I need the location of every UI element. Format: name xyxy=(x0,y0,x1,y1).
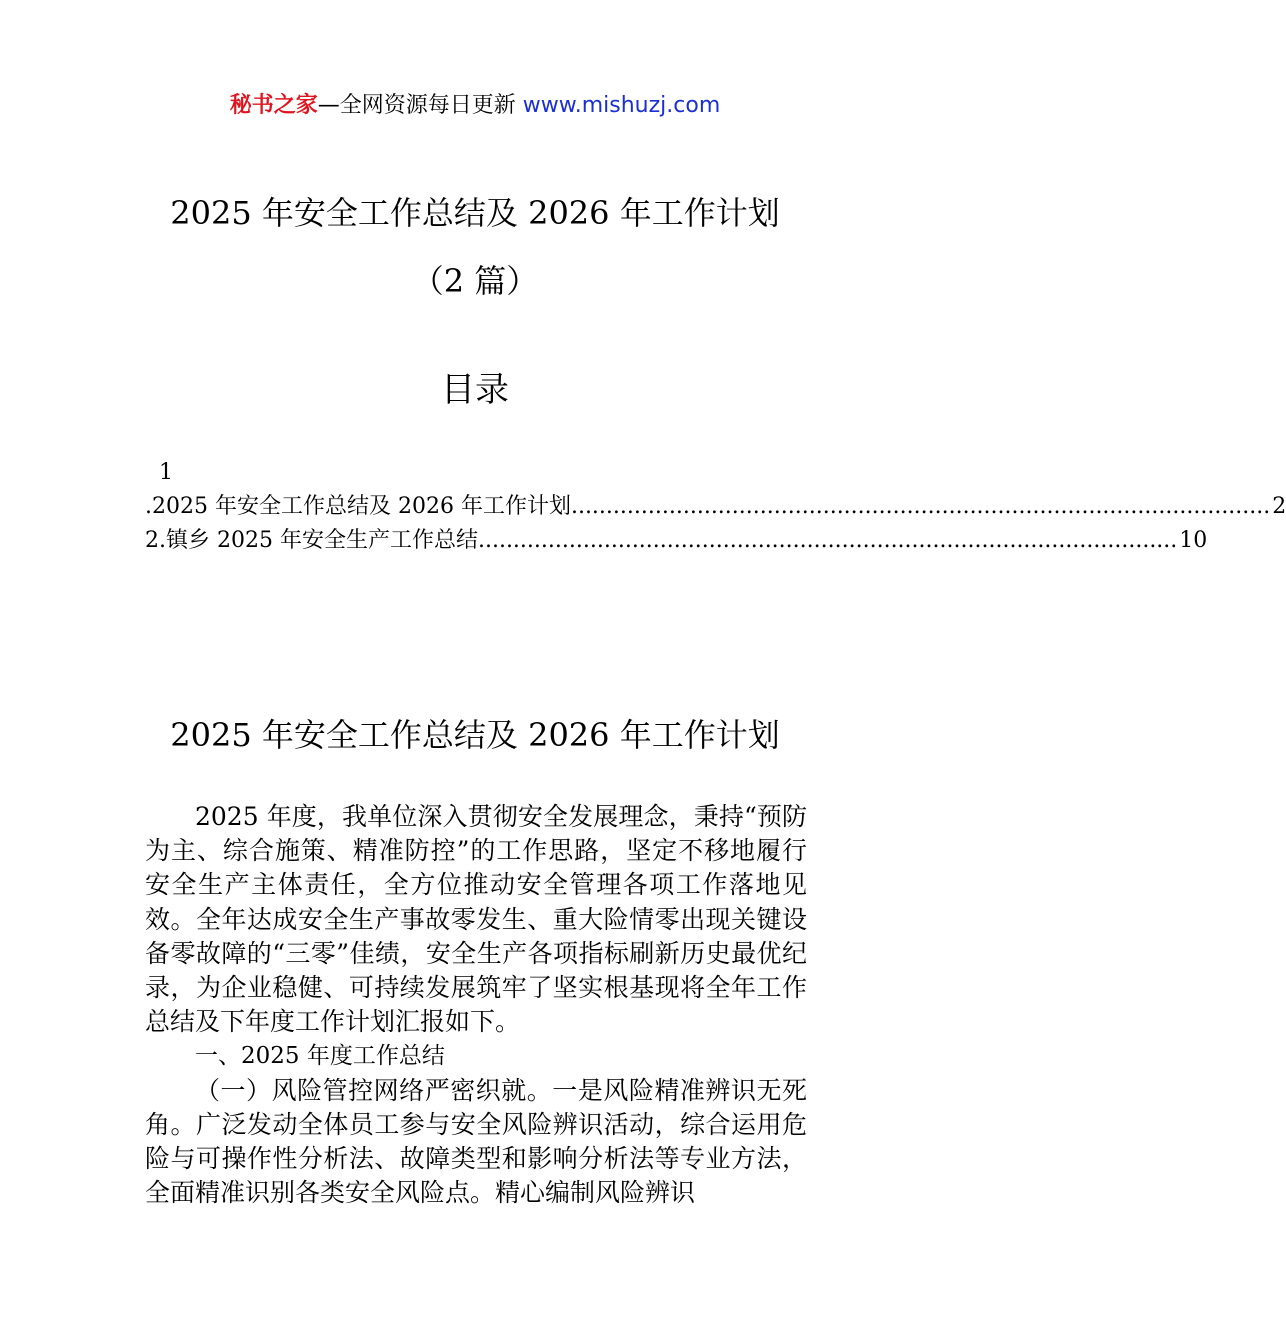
toc-item-1-page: 2 xyxy=(1272,494,1286,519)
article-body xyxy=(145,800,807,1210)
toc-item-1[interactable] xyxy=(145,490,1286,524)
table-of-contents xyxy=(145,456,1286,558)
paragraph-risk-control: （一）风险管控网络严密织就。一是风险精准辨识无死角。广泛发动全体员工参与安全风险辨识活动，综合运用危险与可操作性分析法、故障类型和影响分析法等专业方法，全面精准识别各类安全风险点。精心编制风险辨识 xyxy=(145,1075,807,1208)
section-heading-1: 一、2025 年度工作总结 xyxy=(195,1043,445,1070)
toc-item-1-number: 1 xyxy=(159,460,173,485)
document-subtitle: （2 篇） xyxy=(411,262,539,300)
toc-item-1-text: .2025 年安全工作总结及 2026 年工作计划 xyxy=(145,494,571,519)
site-link[interactable]: www.mishuzj.com xyxy=(522,93,721,118)
site-header xyxy=(0,88,950,119)
article-title: 2025 年安全工作总结及 2026 年工作计划 xyxy=(170,716,780,754)
document-title: 2025 年安全工作总结及 2026 年工作计划 xyxy=(170,194,780,232)
brand-name: 秘书之家 xyxy=(229,93,318,118)
paragraph-intro: 2025 年度，我单位深入贯彻安全发展理念，秉持“预防为主、综合施策、精准防控”的工作思路，坚定不移地履行安全生产主体责任，全方位推动安全管理各项工作落地见效。全年达成安全生产事故零发生、重大险情零出现关键设备零故障的“三零”佳绩，安全生产各项指标刷新历史最优纪录，为企业稳健、可持续发展筑牢了坚实根基现将全年工作总结及下年度工作计划汇报如下。 xyxy=(145,802,807,1037)
toc-item-2-text: 2.镇乡 2025 年安全生产工作总结 xyxy=(145,528,478,553)
toc-heading: 目录 xyxy=(441,370,509,410)
toc-item-2-page: 10 xyxy=(1179,528,1208,553)
toc-item-2-leader: .................................................................................................... xyxy=(477,528,1178,553)
toc-item-1-leader: .................................................................................................... xyxy=(570,494,1271,519)
toc-item-2[interactable] xyxy=(145,524,1208,558)
header-tagline: —全网资源每日更新 xyxy=(317,93,516,118)
